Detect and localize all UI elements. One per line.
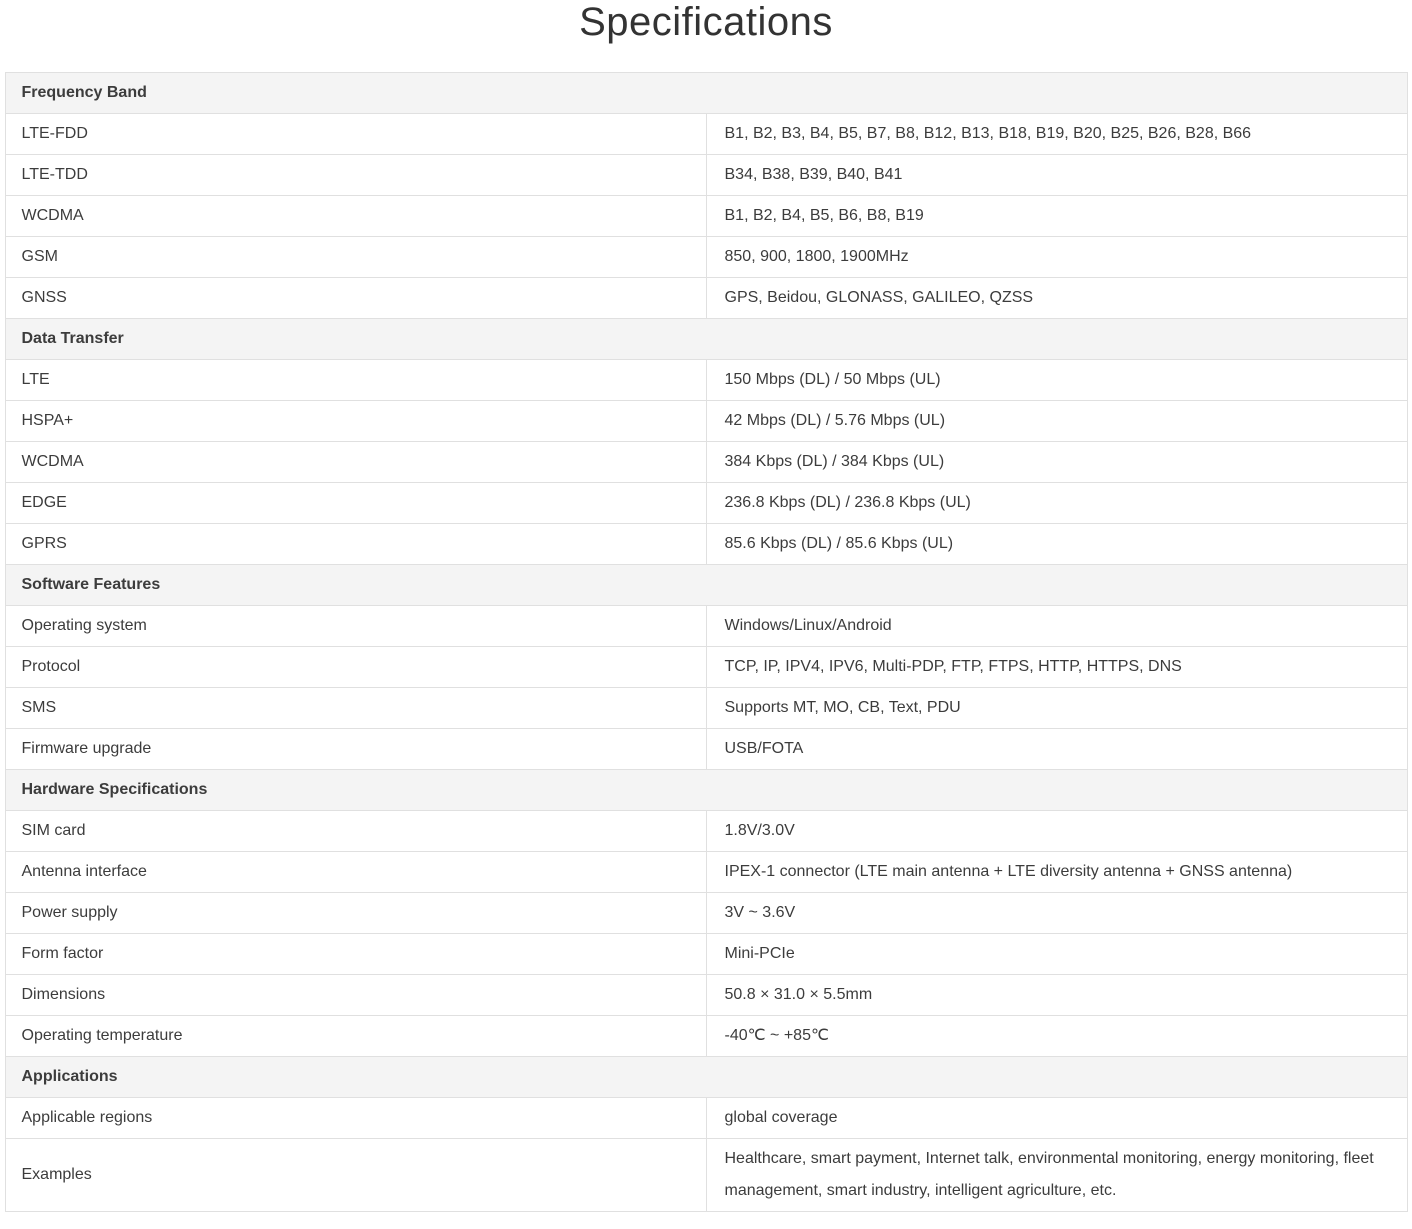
section-header-label: Data Transfer — [5, 319, 1407, 360]
spec-item-label: EDGE — [5, 483, 706, 524]
spec-row — [5, 483, 1407, 524]
section-header-row — [5, 770, 1407, 811]
spec-row — [5, 524, 1407, 565]
spec-item-label: Power supply — [5, 893, 706, 934]
spec-item-value: TCP, IP, IPV4, IPV6, Multi-PDP, FTP, FTPS, HTTP, HTTPS, DNS — [706, 647, 1407, 688]
section-header-label: Software Features — [5, 565, 1407, 606]
spec-row — [5, 729, 1407, 770]
spec-item-label: Dimensions — [5, 975, 706, 1016]
spec-row — [5, 1098, 1407, 1139]
spec-item-label: SMS — [5, 688, 706, 729]
spec-item-label: GNSS — [5, 278, 706, 319]
spec-row — [5, 278, 1407, 319]
spec-item-label: Antenna interface — [5, 852, 706, 893]
spec-item-value: Supports MT, MO, CB, Text, PDU — [706, 688, 1407, 729]
spec-item-label: LTE-TDD — [5, 155, 706, 196]
spec-item-value: global coverage — [706, 1098, 1407, 1139]
spec-item-value: 50.8 × 31.0 × 5.5mm — [706, 975, 1407, 1016]
section-header-label: Hardware Specifications — [5, 770, 1407, 811]
spec-row — [5, 155, 1407, 196]
section-header-label: Frequency Band — [5, 73, 1407, 114]
spec-item-label: Examples — [5, 1139, 706, 1212]
spec-item-value: 3V ~ 3.6V — [706, 893, 1407, 934]
spec-item-label: Applicable regions — [5, 1098, 706, 1139]
spec-item-value: GPS, Beidou, GLONASS, GALILEO, QZSS — [706, 278, 1407, 319]
spec-row — [5, 114, 1407, 155]
spec-item-value: USB/FOTA — [706, 729, 1407, 770]
section-header-row — [5, 73, 1407, 114]
specifications-table — [5, 72, 1408, 1212]
spec-row — [5, 196, 1407, 237]
spec-item-value: 42 Mbps (DL) / 5.76 Mbps (UL) — [706, 401, 1407, 442]
spec-item-label: LTE-FDD — [5, 114, 706, 155]
spec-item-value: B1, B2, B3, B4, B5, B7, B8, B12, B13, B18, B19, B20, B25, B26, B28, B66 — [706, 114, 1407, 155]
spec-item-value: B34, B38, B39, B40, B41 — [706, 155, 1407, 196]
spec-row — [5, 401, 1407, 442]
spec-row — [5, 688, 1407, 729]
spec-row — [5, 811, 1407, 852]
spec-item-value: -40℃ ~ +85℃ — [706, 1016, 1407, 1057]
spec-item-label: Protocol — [5, 647, 706, 688]
spec-item-label: Operating system — [5, 606, 706, 647]
spec-item-label: HSPA+ — [5, 401, 706, 442]
spec-item-value: 236.8 Kbps (DL) / 236.8 Kbps (UL) — [706, 483, 1407, 524]
spec-row — [5, 975, 1407, 1016]
spec-item-value: 850, 900, 1800, 1900MHz — [706, 237, 1407, 278]
spec-item-label: Firmware upgrade — [5, 729, 706, 770]
section-header-row — [5, 319, 1407, 360]
spec-item-value: IPEX-1 connector (LTE main antenna + LTE diversity antenna + GNSS antenna) — [706, 852, 1407, 893]
spec-item-label: Form factor — [5, 934, 706, 975]
page-title: Specifications — [579, 0, 833, 44]
spec-row — [5, 852, 1407, 893]
spec-item-value: Windows/Linux/Android — [706, 606, 1407, 647]
spec-item-value: B1, B2, B4, B5, B6, B8, B19 — [706, 196, 1407, 237]
spec-item-label: GPRS — [5, 524, 706, 565]
spec-item-label: WCDMA — [5, 196, 706, 237]
spec-row — [5, 237, 1407, 278]
spec-item-value: 1.8V/3.0V — [706, 811, 1407, 852]
spec-item-label: LTE — [5, 360, 706, 401]
spec-row — [5, 934, 1407, 975]
spec-item-label: GSM — [5, 237, 706, 278]
spec-item-label: Operating temperature — [5, 1016, 706, 1057]
spec-item-value: Mini-PCIe — [706, 934, 1407, 975]
spec-item-label: SIM card — [5, 811, 706, 852]
spec-item-value: Healthcare, smart payment, Internet talk, environmental monitoring, energy monitoring, fleet management, smart industry, intelligent agriculture, etc. — [706, 1139, 1407, 1212]
section-header-row — [5, 1057, 1407, 1098]
spec-row — [5, 647, 1407, 688]
section-header-label: Applications — [5, 1057, 1407, 1098]
spec-item-value: 85.6 Kbps (DL) / 85.6 Kbps (UL) — [706, 524, 1407, 565]
spec-item-value: 150 Mbps (DL) / 50 Mbps (UL) — [706, 360, 1407, 401]
spec-table-body — [5, 73, 1407, 1212]
spec-item-label: WCDMA — [5, 442, 706, 483]
spec-row — [5, 360, 1407, 401]
spec-row — [5, 893, 1407, 934]
spec-item-value: 384 Kbps (DL) / 384 Kbps (UL) — [706, 442, 1407, 483]
spec-row — [5, 1016, 1407, 1057]
section-header-row — [5, 565, 1407, 606]
spec-row — [5, 606, 1407, 647]
spec-row — [5, 442, 1407, 483]
spec-row — [5, 1139, 1407, 1212]
